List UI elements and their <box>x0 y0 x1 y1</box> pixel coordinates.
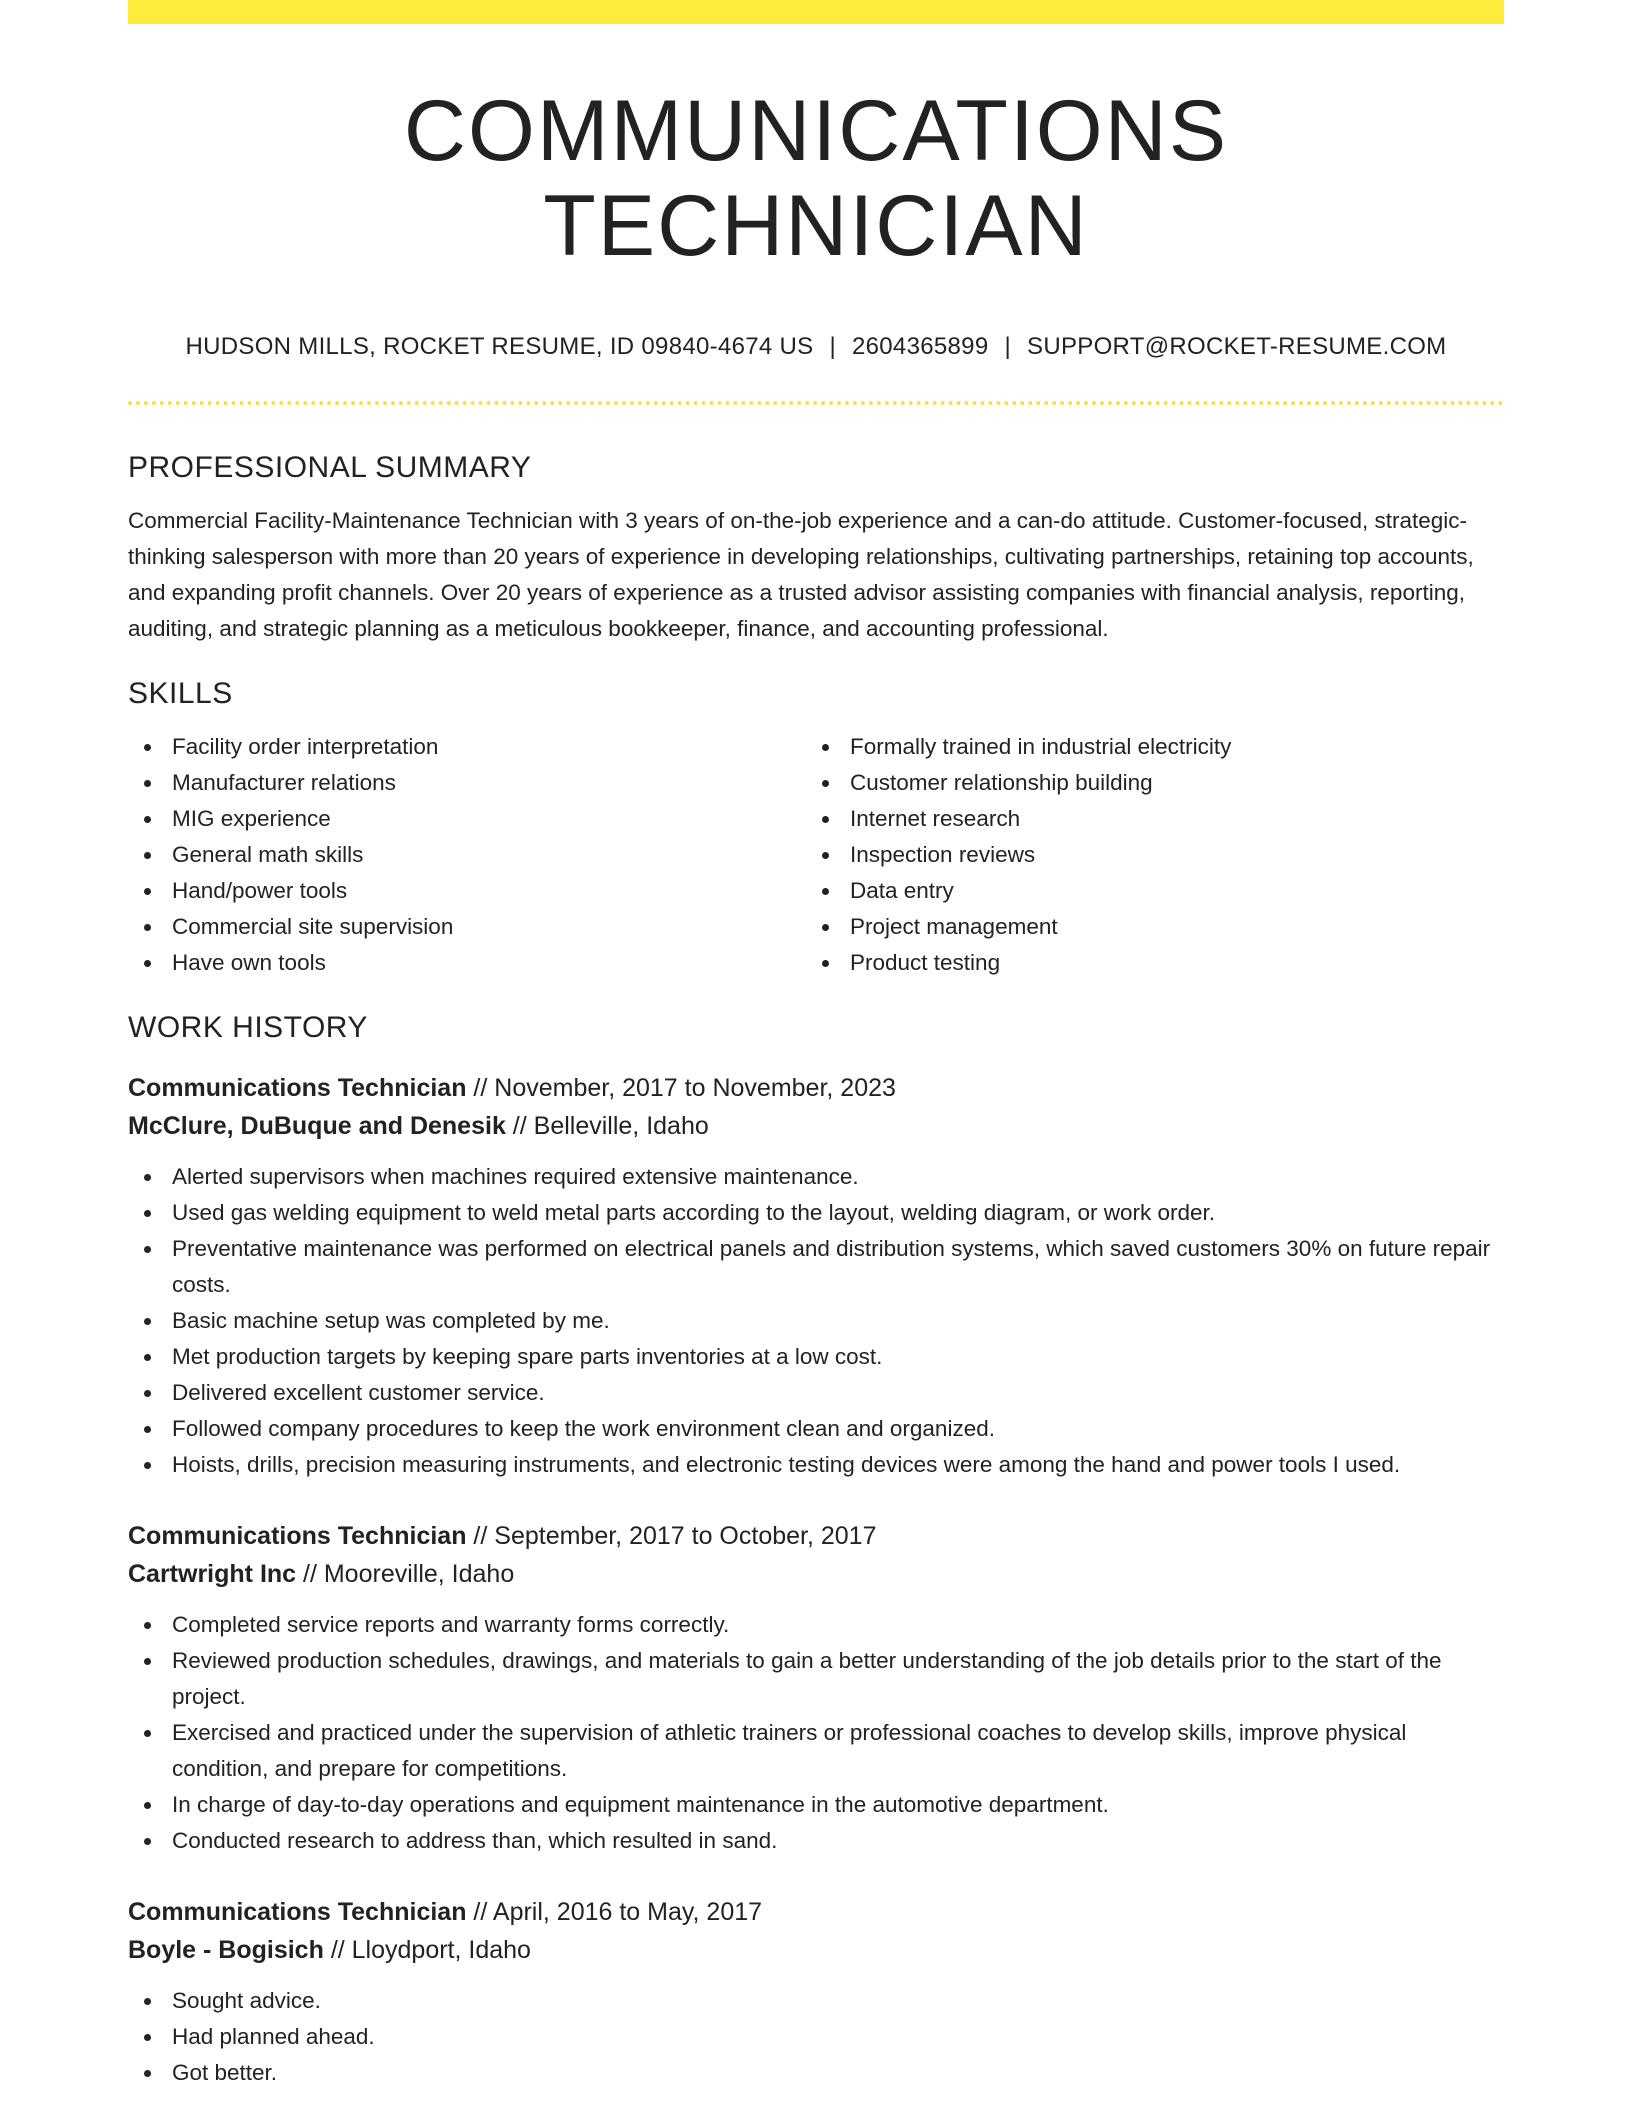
skill-item: Manufacturer relations <box>128 765 806 801</box>
duty-item: Alerted supervisors when machines required extensive maintenance. <box>128 1159 1504 1195</box>
job-title-line <box>128 1517 1504 1555</box>
skill-item: Customer relationship building <box>806 765 1484 801</box>
duty-item: Reviewed production schedules, drawings, and materials to gain a better understanding of the job details prior to the start of the project. <box>128 1643 1504 1715</box>
skills-right-list <box>806 729 1484 981</box>
accent-bar <box>128 0 1504 24</box>
job-location: // Mooreville, Idaho <box>296 1560 515 1589</box>
skill-item: Commercial site supervision <box>128 909 806 945</box>
work-history-heading: WORK HISTORY <box>128 1011 368 1045</box>
contact-address: HUDSON MILLS, ROCKET RESUME, ID 09840-4674 US <box>185 333 814 361</box>
summary-heading: PROFESSIONAL SUMMARY <box>128 451 532 485</box>
contact-phone: 2604365899 <box>851 333 989 361</box>
job-dates: // April, 2016 to May, 2017 <box>466 1898 763 1927</box>
skill-item: Project management <box>806 909 1484 945</box>
duty-item: Got better. <box>128 2055 1504 2091</box>
duty-item: Completed service reports and warranty forms correctly. <box>128 1607 1504 1643</box>
duty-item: Preventative maintenance was performed on electrical panels and distribution systems, which saved customers 30% on future repair costs. <box>128 1231 1504 1303</box>
job-entry <box>128 1517 1504 1859</box>
job-company-line <box>128 1107 1504 1145</box>
job-duties <box>128 1607 1504 1859</box>
job-entry <box>128 1069 1504 1483</box>
duty-item: Delivered excellent customer service. <box>128 1375 1504 1411</box>
duty-item: Sought advice. <box>128 1983 1504 2019</box>
contact-line <box>128 333 1504 361</box>
job-role: Communications Technician <box>128 1898 467 1927</box>
skills-left-list <box>128 729 806 981</box>
job-title-line <box>128 1069 1504 1107</box>
job-role: Communications Technician <box>128 1522 467 1551</box>
skill-item: Inspection reviews <box>806 837 1484 873</box>
resume-page <box>128 0 1504 2091</box>
dotted-divider <box>128 401 1504 405</box>
skill-item: Internet research <box>806 801 1484 837</box>
duty-item: Met production targets by keeping spare parts inventories at a low cost. <box>128 1339 1504 1375</box>
resume-name: COMMUNICATIONS TECHNICIAN <box>403 83 1229 274</box>
duty-item: Conducted research to address than, which resulted in sand. <box>128 1823 1504 1859</box>
job-company-line <box>128 1931 1504 1969</box>
contact-separator: | <box>1004 333 1012 361</box>
job-company: McClure, DuBuque and Denesik <box>128 1112 506 1141</box>
job-dates: // September, 2017 to October, 2017 <box>466 1522 877 1551</box>
job-duties <box>128 1159 1504 1483</box>
skill-item: General math skills <box>128 837 806 873</box>
skill-item: MIG experience <box>128 801 806 837</box>
skill-item: Product testing <box>806 945 1484 981</box>
job-company: Boyle - Bogisich <box>128 1936 324 1965</box>
skill-item: Data entry <box>806 873 1484 909</box>
duty-item: Had planned ahead. <box>128 2019 1504 2055</box>
duty-item: Followed company procedures to keep the work environment clean and organized. <box>128 1411 1504 1447</box>
skills-heading: SKILLS <box>128 677 233 711</box>
job-location: // Belleville, Idaho <box>505 1112 709 1141</box>
skill-item: Formally trained in industrial electricity <box>806 729 1484 765</box>
job-entry <box>128 1893 1504 2091</box>
job-duties <box>128 1983 1504 2091</box>
duty-item: Exercised and practiced under the supervision of athletic trainers or professional coaches to develop skills, improve physical condition, and prepare for competitions. <box>128 1715 1504 1787</box>
job-dates: // November, 2017 to November, 2023 <box>466 1074 896 1103</box>
skill-item: Hand/power tools <box>128 873 806 909</box>
job-title-line <box>128 1893 1504 1931</box>
contact-email: SUPPORT@ROCKET-RESUME.COM <box>1027 333 1447 361</box>
job-role: Communications Technician <box>128 1074 467 1103</box>
duty-item: Used gas welding equipment to weld metal parts according to the layout, welding diagram, or work order. <box>128 1195 1504 1231</box>
skill-item: Have own tools <box>128 945 806 981</box>
duty-item: Basic machine setup was completed by me. <box>128 1303 1504 1339</box>
job-company: Cartwright Inc <box>128 1560 297 1589</box>
job-location: // Lloydport, Idaho <box>323 1936 531 1965</box>
skill-item: Facility order interpretation <box>128 729 806 765</box>
job-company-line <box>128 1555 1504 1593</box>
duty-item: In charge of day-to-day operations and equipment maintenance in the automotive department. <box>128 1787 1504 1823</box>
duty-item: Hoists, drills, precision measuring instruments, and electronic testing devices were among the hand and power tools I used. <box>128 1447 1504 1483</box>
summary-text: Commercial Facility-Maintenance Technician with 3 years of on-the-job experience and a can-do attitude. Customer-focused, strategic-thinking salesperson with more than 20 years of experience in developing relationships, cultivating partnerships, retaining top accounts, and expanding profit channels. Over 20 years of experience as a trusted advisor assisting companies with financial analysis, reporting, auditing, and strategic planning as a meticulous bookkeeper, finance, and accounting professional. <box>128 508 1474 642</box>
contact-separator: | <box>829 333 836 361</box>
skills-columns <box>128 729 1504 981</box>
